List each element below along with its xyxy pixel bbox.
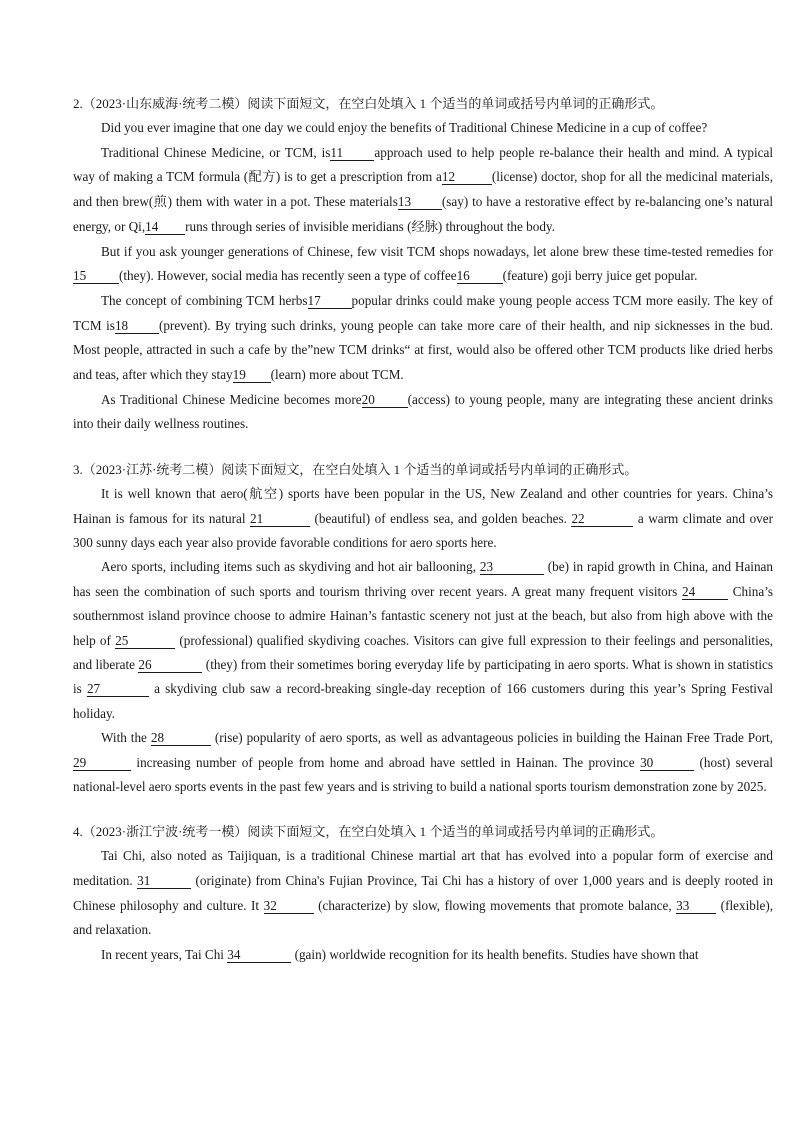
q4-paragraph-1: Tai Chi, also noted as Taijiquan, is a traditional Chinese martial art that has evolved into a popular form of exercise and meditation. 31 (originate) from China's Fujian Province, Tai Chi has a history of over 1,000 years and is deeply rooted in Chinese philosophy and culture. It 32 (characterize) by slow, flowing movements that promote balance, 33 (flexible), and relaxation. [73, 848, 774, 938]
blank-15[interactable]: 15 [73, 269, 119, 284]
blank-14[interactable]: 14 [145, 220, 185, 235]
blank-26[interactable]: 26 [138, 658, 202, 673]
blank-13[interactable]: 13 [398, 195, 442, 210]
blank-16[interactable]: 16 [457, 269, 503, 284]
blank-33[interactable]: 33 [676, 899, 716, 914]
blank-22[interactable]: 22 [571, 512, 633, 527]
q3-paragraph-3: With the 28 (rise) popularity of aero sports, as well as advantageous policies in building the Hainan Free Trade Port, 29 increasing number of people from home and abroad have settled in Hainan. The province 30 (host) several national-level aero sports events in the past few years and is striving to build a national sports tourism demonstration zone by 2025. [73, 730, 774, 795]
q2-paragraph-1: Did you ever imagine that one day we could enjoy the benefits of Traditional Chinese Medicine in a cup of coffee? [101, 120, 708, 135]
question-4-header: 4.（2023·浙江宁波·统考一模）阅读下面短文，在空白处填入 1 个适当的单词或括号内单词的正确形式。 [73, 824, 664, 840]
blank-29[interactable]: 29 [73, 756, 131, 771]
blank-18[interactable]: 18 [115, 319, 159, 334]
question-3 [73, 458, 773, 799]
blank-17[interactable]: 17 [308, 294, 352, 309]
blank-19[interactable]: 19 [233, 368, 271, 383]
blank-25[interactable]: 25 [115, 634, 175, 649]
blank-11[interactable]: 11 [330, 146, 374, 161]
blank-20[interactable]: 20 [362, 393, 408, 408]
blank-23[interactable]: 23 [480, 560, 544, 575]
q2-paragraph-2: Traditional Chinese Medicine, or TCM, is11 approach used to help people re-balance their health and mind. A typical way of making a TCM formula (配方) is to get a prescription from a12 (license) doctor, shop for all the medicinal materials, and then brew(煎) them with water in a pot. These materials13 (say) to have a restorative effect by re-balancing one’s natural energy, or Qi,14 runs through series of invisible meridians (经脉) throughout the body. [73, 144, 773, 234]
q3-paragraph-2: Aero sports, including items such as skydiving and hot air ballooning, 23 (be) in rapid growth in China, and Hainan has seen the combination of such sports and tourism thriving over recent years. A great many frequent visitors 24 China’s southernmost island province choose to admire Hainan’s fantastic scenery not just at the beach, but also from high above with the help of 25 (professional) qualified skydiving coaches. Visitors can give full expression to their feelings and personalities, and liberate 26 (they) from their sometimes boring everyday life by participating in aero sports. What is shown in statistics is 27 a skydiving club saw a record-breaking single-day reception of 166 customers during this year’s Spring Festival holiday. [73, 559, 774, 721]
blank-21[interactable]: 21 [250, 512, 310, 527]
question-4 [73, 820, 773, 967]
blank-28[interactable]: 28 [151, 731, 211, 746]
question-3-header: 3.（2023·江苏·统考二模）阅读下面短文，在空白处填入 1 个适当的单词或括号内单词的正确形式。 [73, 462, 638, 478]
q2-paragraph-4: The concept of combining TCM herbs17 popular drinks could make young people access TCM more easily. The key of TCM is18 (prevent). By trying such drinks, young people can take more care of their health, and nip sicknesses in the bud. Most people, attracted in such a cafe by the”new TCM drinks“ at first, would also be offered other TCM products like dried herbs and teas, after which they stay19 (learn) more about TCM. [73, 292, 773, 383]
worksheet-page [73, 92, 773, 967]
blank-34[interactable]: 34 [227, 948, 291, 963]
blank-12[interactable]: 12 [442, 170, 492, 185]
blank-32[interactable]: 32 [264, 899, 314, 914]
blank-24[interactable]: 24 [682, 585, 728, 600]
q2-paragraph-5: As Traditional Chinese Medicine becomes more20 (access) to young people, many are integrating these ancient drinks into their daily wellness routines. [73, 391, 773, 432]
q4-paragraph-2: In recent years, Tai Chi 34 (gain) worldwide recognition for its health benefits. Studies have shown that [101, 946, 699, 962]
blank-30[interactable]: 30 [640, 756, 694, 771]
blank-31[interactable]: 31 [137, 874, 191, 889]
question-2 [73, 92, 773, 437]
q3-paragraph-1: It is well known that aero(航空) sports have been popular in the US, New Zealand and other countries for years. China’s Hainan is famous for its natural 21 (beautiful) of endless sea, and golden beaches. 22 a warm climate and over 300 sunny days each year also provide favorable conditions for aero sports here. [73, 486, 774, 550]
question-2-header: 2.（2023·山东威海·统考二模）阅读下面短文，在空白处填入 1 个适当的单词或括号内单词的正确形式。 [73, 96, 664, 111]
q2-paragraph-3: But if you ask younger generations of Chinese, few visit TCM shops nowadays, let alone brew these time-tested remedies for15 (they). However, social media has recently seen a type of coffee16 (feature) goji berry juice get popular. [73, 243, 773, 284]
blank-27[interactable]: 27 [87, 682, 149, 697]
